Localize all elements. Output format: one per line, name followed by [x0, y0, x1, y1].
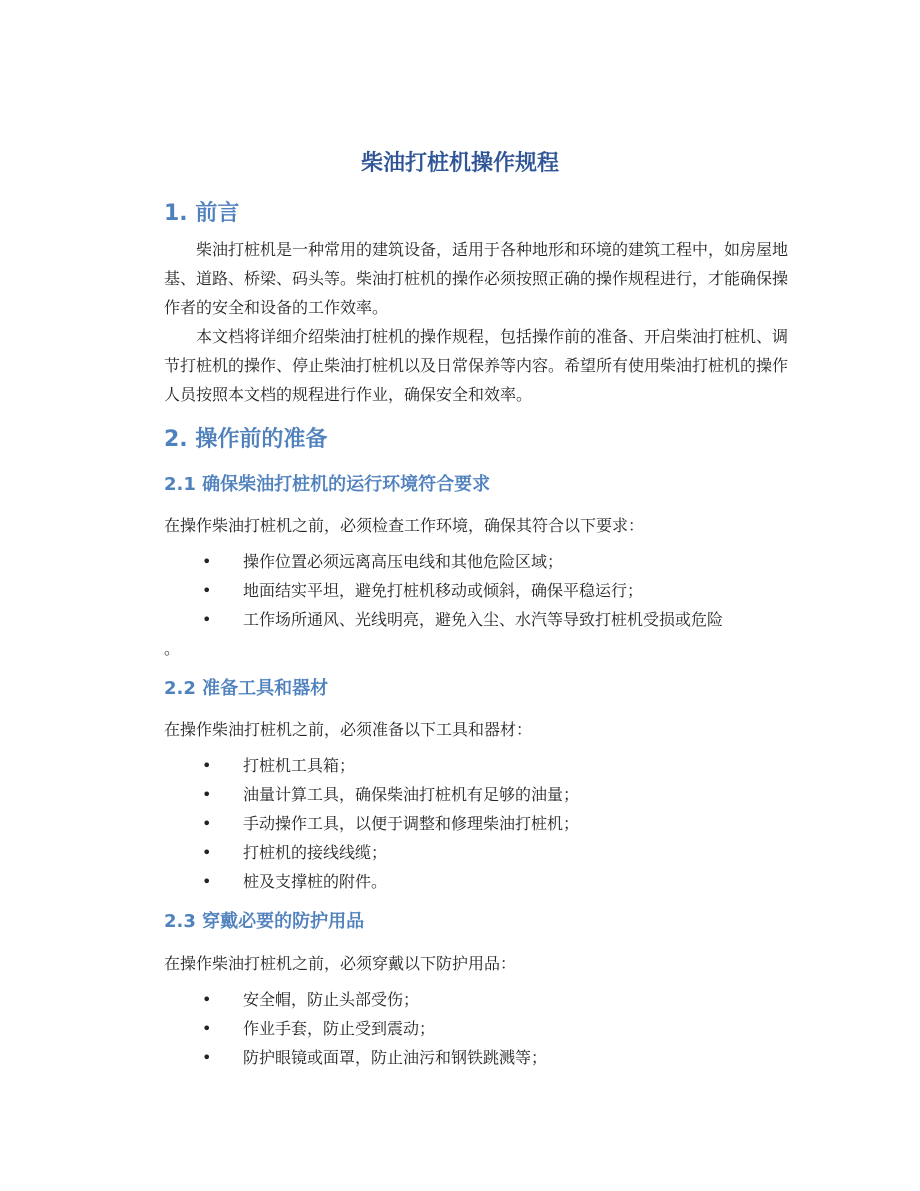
list-item	[164, 985, 788, 1014]
bullet-icon: •	[202, 814, 212, 833]
list-item-text: 打桩机工具箱；	[243, 756, 356, 775]
list-item-text: 工作场所通风、光线明亮，避免入尘、水汽等导致打桩机受损或危险	[243, 610, 724, 629]
list-item	[164, 1014, 788, 1043]
list-item-text: 安全帽，防止头部受伤；	[243, 990, 420, 1009]
bullet-icon: •	[202, 843, 212, 862]
bullet-icon: •	[202, 872, 212, 891]
environment-lead: 在操作柴油打桩机之前，必须检查工作环境，确保其符合以下要求：	[164, 516, 645, 535]
list-item	[164, 1043, 788, 1072]
bullet-icon: •	[202, 990, 212, 1009]
list-item-text: 桩及支撑桩的附件。	[243, 872, 388, 891]
subsection-heading-tools: 2.2 准备工具和器材	[164, 678, 329, 699]
list-item-text: 手动操作工具，以便于调整和修理柴油打桩机；	[243, 814, 580, 833]
bullet-icon: •	[202, 785, 212, 804]
preface-paragraph-1: 柴油打桩机是一种常用的建筑设备，适用于各种地形和环境的建筑工程中，如房屋地基、道路、桥梁、码头等。柴油打桩机的操作必须按照正确的操作规程进行，才能确保操作者的安全和设备的工作效率。	[164, 240, 789, 317]
list-item	[164, 547, 788, 576]
bullet-icon: •	[202, 756, 212, 775]
page-title: 柴油打桩机操作规程	[360, 151, 559, 176]
bullet-icon: •	[202, 1019, 212, 1038]
list-item	[164, 838, 788, 867]
tools-list	[164, 751, 788, 896]
bullet-icon: •	[202, 610, 212, 629]
section-heading-preface: 1. 前言	[164, 201, 240, 226]
list-item-text: 操作位置必须远离高压电线和其他危险区域；	[243, 552, 564, 571]
bullet-icon: •	[202, 1048, 212, 1067]
list-item	[164, 576, 788, 605]
list-item	[164, 809, 788, 838]
list-item	[164, 751, 788, 780]
section-heading-preparation: 2. 操作前的准备	[164, 427, 328, 452]
bullet-icon: •	[202, 552, 212, 571]
subsection-heading-environment: 2.1 确保柴油打桩机的运行环境符合要求	[164, 474, 491, 495]
list-item-text: 防护眼镜或面罩，防止油污和钢铁跳溅等；	[243, 1048, 548, 1067]
environment-list	[164, 547, 788, 663]
list-item	[164, 605, 788, 663]
subsection-heading-protection: 2.3 穿戴必要的防护用品	[164, 911, 365, 932]
list-item-text-continuation: 。	[164, 639, 181, 658]
preface-paragraph-2: 本文档将详细介绍柴油打桩机的操作规程，包括操作前的准备、开启柴油打桩机、调节打桩机的操作、停止柴油打桩机以及日常保养等内容。希望所有使用柴油打桩机的操作人员按照本文档的规程进行作业，确保安全和效率。	[164, 327, 789, 404]
protection-lead: 在操作柴油打桩机之前，必须穿戴以下防护用品：	[164, 954, 517, 973]
bullet-icon: •	[202, 581, 212, 600]
list-item-text: 地面结实平坦，避免打桩机移动或倾斜，确保平稳运行；	[243, 581, 644, 600]
protection-list	[164, 985, 788, 1072]
list-item-text: 作业手套，防止受到震动；	[243, 1019, 436, 1038]
list-item-text: 打桩机的接线线缆；	[243, 843, 388, 862]
list-item	[164, 780, 788, 809]
list-item	[164, 867, 788, 896]
tools-lead: 在操作柴油打桩机之前，必须准备以下工具和器材：	[164, 720, 533, 739]
list-item-text: 油量计算工具，确保柴油打桩机有足够的油量；	[243, 785, 580, 804]
